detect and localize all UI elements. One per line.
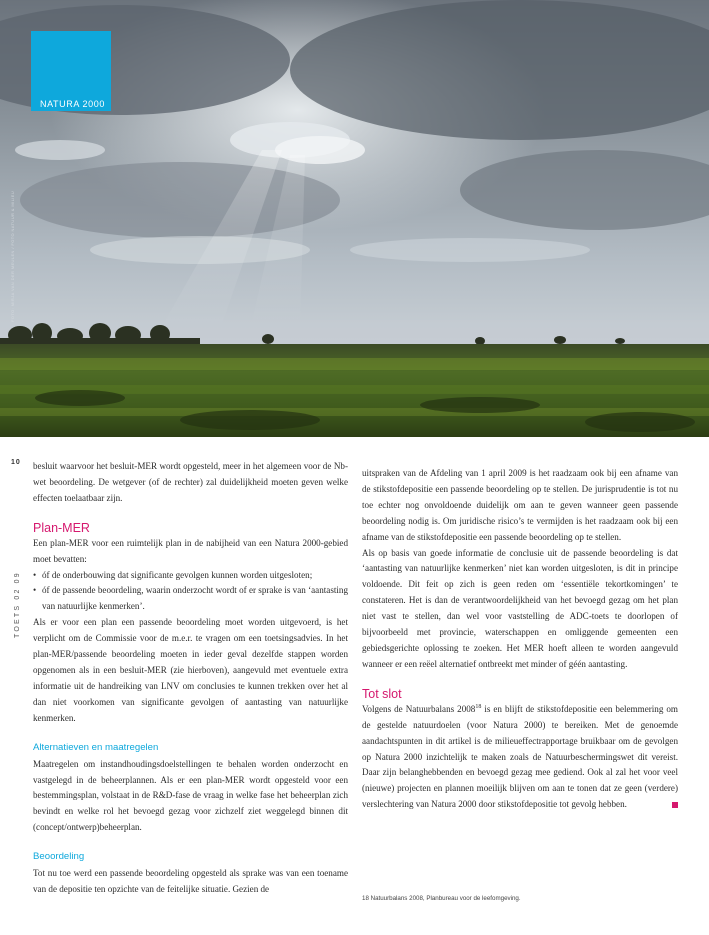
heading-plan-mer: Plan-MER (33, 520, 90, 535)
list-item: • óf de passende beoordeling, waarin onderzocht wordt of er sprake is van ‘aantasting van natuurlijke kenmerken’. (33, 583, 348, 615)
end-of-article-square-icon (672, 802, 678, 808)
plan-mer-lead: Een plan-MER voor een ruimtelijk plan in de nabijheid van een Natura 2000-gebied moet bevatten: (33, 537, 348, 564)
footnote-reference: 18 (475, 703, 482, 710)
heading-tot-slot: Tot slot (362, 686, 402, 701)
footnote: 18 Natuurbalans 2008, Planbureau voor de leefomgeving. (362, 895, 521, 902)
heading-beoordeling: Beoordeling (33, 851, 85, 863)
plan-mer-body: Als er voor een plan een passende beoordeling moet worden uitgevoerd, is het verplicht om de Commissie voor de m.e.r. te vragen om een toetsingsadvies. In het plan-MER/passende beoordeling moeten in ieder geval dezelfde stappen worden opgenomen als in een besluit-MER (zie hierboven), aangevuld met eventuele extra informatie uit de handreiking van LNV om conclusies te kunnen trekken over het al dan niet voorkomen van significante gevolgen of aantasting van natuurlijke kenmerken. (33, 617, 348, 723)
page-number: 10 (11, 459, 21, 466)
conclusion-paragraph: Als op basis van goede informatie de conclusie uit de passende beoordeling is dat ‘aantasting van natuurlijke kenmerken’ niet kan worden uitgesloten, is dit in principe voldoende. Dit feit op zich is geen reden om ‘essentiële tekortkomingen’ te constateren. Het is dan de verantwoordelijkheid van het bevoegd gezag om het plan niet vast te stellen, dan wel voor vaststelling de ADC-toets te doorlopen of bijvoorbeeld met provincie, waterschappen en omliggende gemeenten een gebiedsgerichte oplossing te zoeken. Het MER hoeft alleen te worden aangevuld wanneer er een reëel alternatief ontbreekt met minder of géén aantasting. (362, 547, 678, 669)
tot-slot-body (362, 702, 678, 813)
photo-credit: FOTO: MIRJA VAN DER MEULEN / FOTO NATUUR & MILIEU (10, 190, 15, 322)
left-column (33, 459, 348, 898)
beoordeling-body: Tot nu toe werd een passende beoordeling opgesteld als sprake was van een toename van de depositie ten opzichte van de feitelijke situatie. Gezien de (33, 868, 348, 895)
alternatieven-body: Maatregelen om instandhoudingsdoelstellingen te behalen worden onderzocht en vastgelegd in de beheerplannen. Als er een plan-MER wordt opgesteld voor een bestemmingsplan, volstaat in de R&D-fase de vraag in welke fase het beheerplan zich bevindt en welke rol het bevoegd gezag voor zichzelf ziet weggelegd binnen dit (concept/ontwerp)beheerplan. (33, 758, 348, 833)
tot-slot-text-start: Volgens de Natuurbalans 2008 (362, 703, 476, 714)
tot-slot-text-rest: is en blijft de stikstofdepositie een belemmering om de gestelde natuurdoelen (voor Natura 2000) te bereiken. Met de genoemde aandachtspunten in dit artikel is de milieueffectrapportage bruikbaar om de gevolgen op Natura 2000 inzichtelijk te maken zoals de Natuurbeschermingswet dit vereist. Daar zijn belanghebbenden en bevoegd gezag mee gediend. Ook al zal het voor veel (nieuwe) projecten en plannen moeilijk blijven om aan te tonen dat ze geen (verdere) verslechtering van Natura 2000 door stikstofdepositie tot gevolg hebben. (362, 703, 678, 810)
section-tab-label: NATURA 2000 (40, 99, 105, 109)
running-head: TOETS 02 09 (14, 571, 21, 638)
section-tab (31, 31, 111, 111)
heading-alternatieven: Alternatieven en maatregelen (33, 741, 159, 753)
right-column (362, 466, 678, 813)
continuation-paragraph: uitspraken van de Afdeling van 1 april 2009 is het raadzaam ook bij een afname van de stikstofdepositie een passende beoordeling op te stellen. De jurisprudentie is tot nu toe echter nog onvoldoende duidelijk om aan te geven wanneer geen passende beoordeling nodig is. Om juridische risico’s te vermijden is het raadzaam ook bij een afname van de stikstofdepositie een passende beoordeling op te stellen. (362, 468, 678, 542)
intro-paragraph: besluit waarvoor het besluit-MER wordt opgesteld, meer in het algemeen voor de Nb-wet beoordeling. De wetgever (of de rechter) zal duidelijkheid moeten geven welke effecten toelaatbaar zijn. (33, 461, 348, 503)
hero-photo (0, 0, 709, 437)
plan-mer-bullet-list (33, 568, 348, 616)
list-item: • óf de onderbouwing dat significante gevolgen kunnen worden uitgesloten; (33, 568, 348, 584)
